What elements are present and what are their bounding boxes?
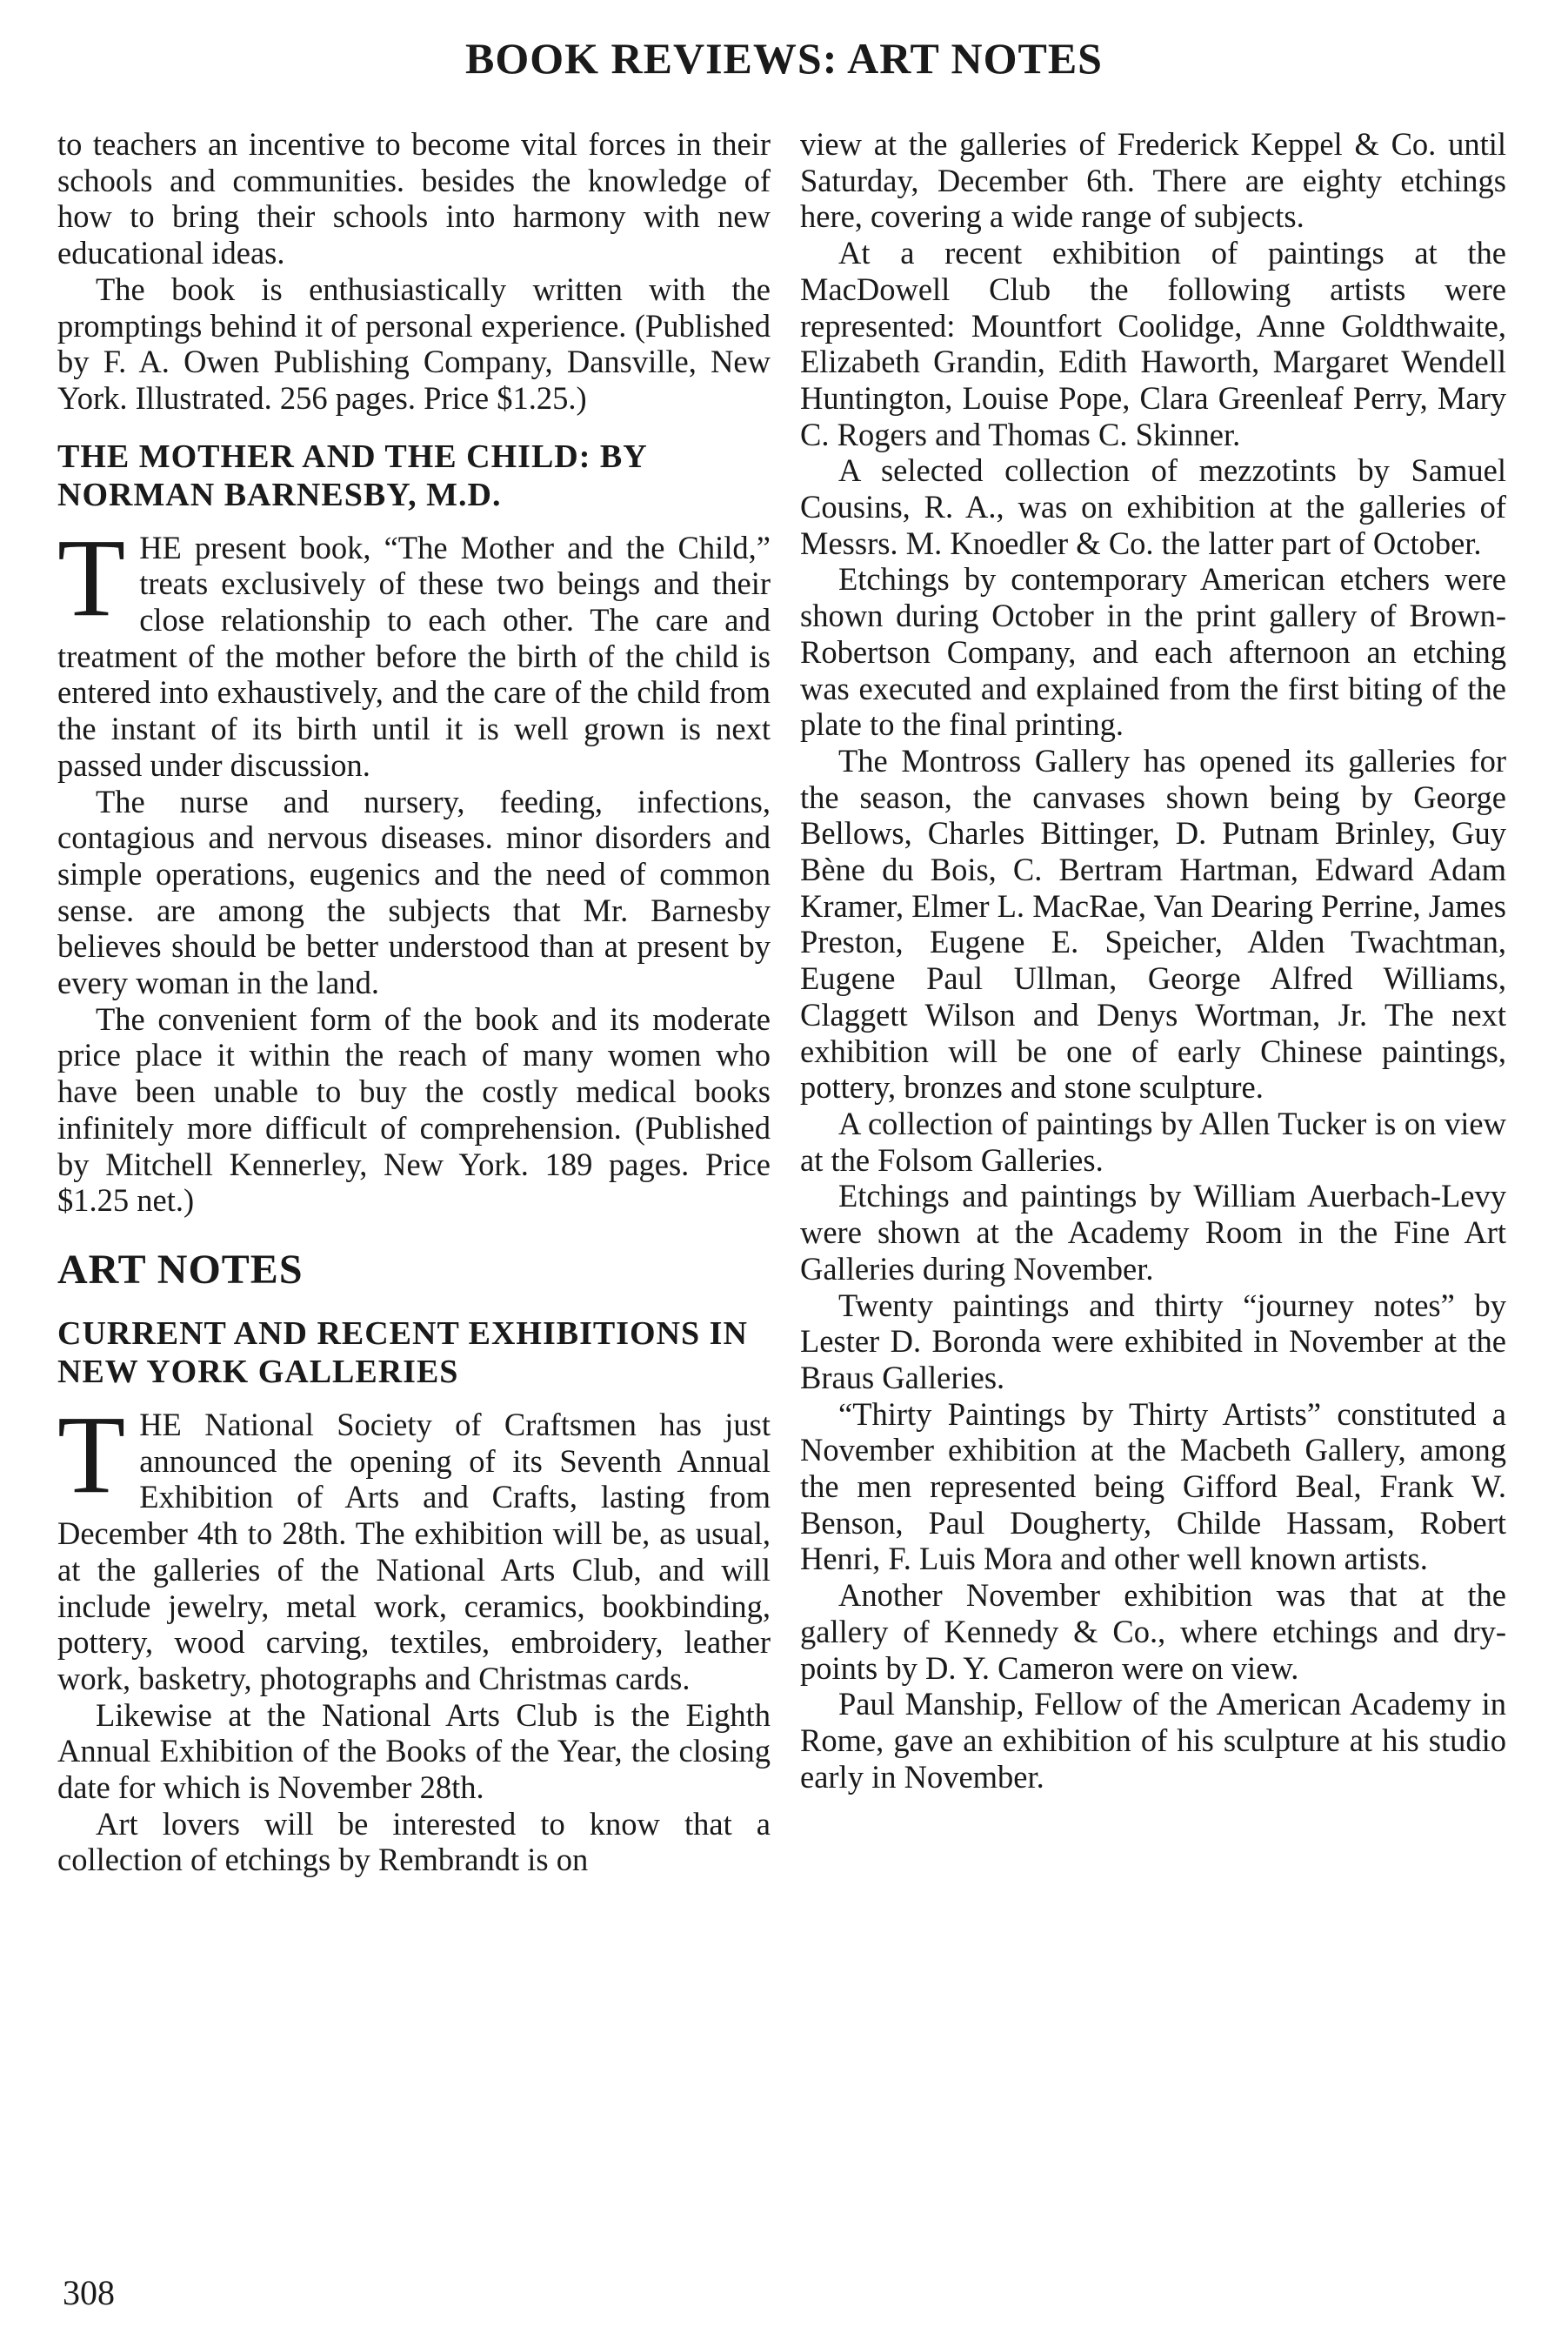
paragraph: Etchings by contemporary American etchers were shown during October in the print gallery of Brown-Robertson Company, and each afternoon an etching was executed and explained from the first biting of the plate to the final printing.: [800, 561, 1506, 743]
review-heading: THE MOTHER AND THE CHILD: BY NORMAN BARNESBY, M.D.: [57, 438, 647, 513]
drop-cap: T: [57, 515, 126, 639]
paragraph: “Thirty Paintings by Thirty Artists” constituted a November exhibition at the Macbeth Gallery, among the men represented being Gifford Beal, Frank W. Benson, Paul Dougherty, Childe Hassam, Robert Henri, F. Luis Mora and other well known artists.: [800, 1395, 1506, 1577]
paragraph: Etchings and paintings by William Auerbach-Levy were shown at the Academy Room in the Fine Art Galleries during November.: [800, 1178, 1506, 1287]
paragraph: Another November exhibition was that at the gallery of Kennedy & Co., where etchings and dry-points by D. Y. Cameron were on view.: [800, 1577, 1506, 1686]
paragraph: Twenty paintings and thirty “journey notes” by Lester D. Boronda were exhibited in November at the Braus Galleries.: [800, 1287, 1506, 1395]
running-head: BOOK REVIEWS: ART NOTES: [464, 34, 1103, 83]
paragraph: Paul Manship, Fellow of the American Academy in Rome, gave an exhibition of his sculpture at his studio early in November.: [800, 1686, 1506, 1795]
subsection-heading: CURRENT AND RECENT EXHIBITIONS IN NEW YORK GALLERIES: [57, 1314, 748, 1390]
drop-cap: T: [57, 1392, 126, 1516]
page-number: 308: [63, 2273, 115, 2312]
paragraph: The convenient form of the book and its moderate price place it within the reach of many women who have been unable to buy the costly medical books infinitely more difficult of comprehension. (Published by Mitchell Kennerley, New York. 189 pages. Price $1.25 net.): [57, 1000, 771, 1219]
review-opening-text: HE present book, “The Mother and the Child,” treats exclusively of these two beings and their close relationship to each other. The care and treatment of the mother before the birth of the child is entered into exhaustively, and the care of the child from the instant of its birth until it is well grown is next passed under discussion.: [57, 529, 771, 783]
left-column: [57, 126, 771, 1878]
art-opening-text: HE National Society of Craftsmen has just announced the opening of its Seventh Annual Exhibition of Arts and Crafts, lasting from December 4th to 28th. The exhibition will be, as usual, at the galleries of the National Arts Club, and will include jewelry, metal work, ceramics, bookbinding, pottery, wood carving, textiles, embroidery, leather work, basketry, photographs and Christmas cards.: [57, 1406, 771, 1696]
continued-paragraph: to teachers an incentive to become vital forces in their schools and communities. besides the knowledge of how to bring their schools into harmony with new educational ideas.: [57, 126, 771, 271]
paragraph: The book is enthusiastically written with the promptings behind it of personal experience. (Published by F. A. Owen Publishing Company, Dansville, New York. Illustrated. 256 pages. Price $1.25.): [57, 271, 771, 416]
paragraph: A collection of paintings by Allen Tucker is on view at the Folsom Galleries.: [800, 1105, 1506, 1178]
review-opening-paragraph: [57, 515, 771, 784]
right-column: [800, 126, 1506, 1795]
continued-paragraph: view at the galleries of Frederick Keppel & Co. until Saturday, December 6th. There are eighty etchings here, covering a wide range of subjects.: [800, 126, 1506, 235]
paragraph: Art lovers will be interested to know that a collection of etchings by Rembrandt is on: [57, 1805, 771, 1878]
art-opening-paragraph: [57, 1392, 771, 1697]
section-heading: ART NOTES: [57, 1246, 304, 1293]
paragraph: The Montross Gallery has opened its galleries for the season, the canvases shown being by George Bellows, Charles Bittinger, D. Putnam Brinley, Guy Bène du Bois, C. Bertram Hartman, Edward Adam Kramer, Elmer L. MacRae, Van Dearing Perrine, James Preston, Eugene E. Speicher, Alden Twachtman, Eugene Paul Ullman, George Alfred Williams, Claggett Wilson and Denys Wortman, Jr. The next exhibition will be one of early Chinese paintings, pottery, bronzes and stone sculpture.: [800, 742, 1506, 1106]
paragraph: A selected collection of mezzotints by Samuel Cousins, R. A., was on exhibition at the galleries of Messrs. M. Knoedler & Co. the latter part of October.: [800, 452, 1506, 561]
paragraph: The nurse and nursery, feeding, infections, contagious and nervous diseases. minor disorders and simple operations, eugenics and the need of common sense. are among the subjects that Mr. Barnesby believes should be better understood than at present by every woman in the land.: [57, 783, 771, 1001]
paragraph: Likewise at the National Arts Club is the Eighth Annual Exhibition of the Books of the Year, the closing date for which is November 28th.: [57, 1696, 771, 1806]
paragraph: At a recent exhibition of paintings at the MacDowell Club the following artists were represented: Mountfort Coolidge, Anne Goldthwaite, Elizabeth Grandin, Edith Haworth, Margaret Wendell Huntington, Louise Pope, Clara Greenleaf Perry, Mary C. Rogers and Thomas C. Skinner.: [800, 235, 1506, 452]
